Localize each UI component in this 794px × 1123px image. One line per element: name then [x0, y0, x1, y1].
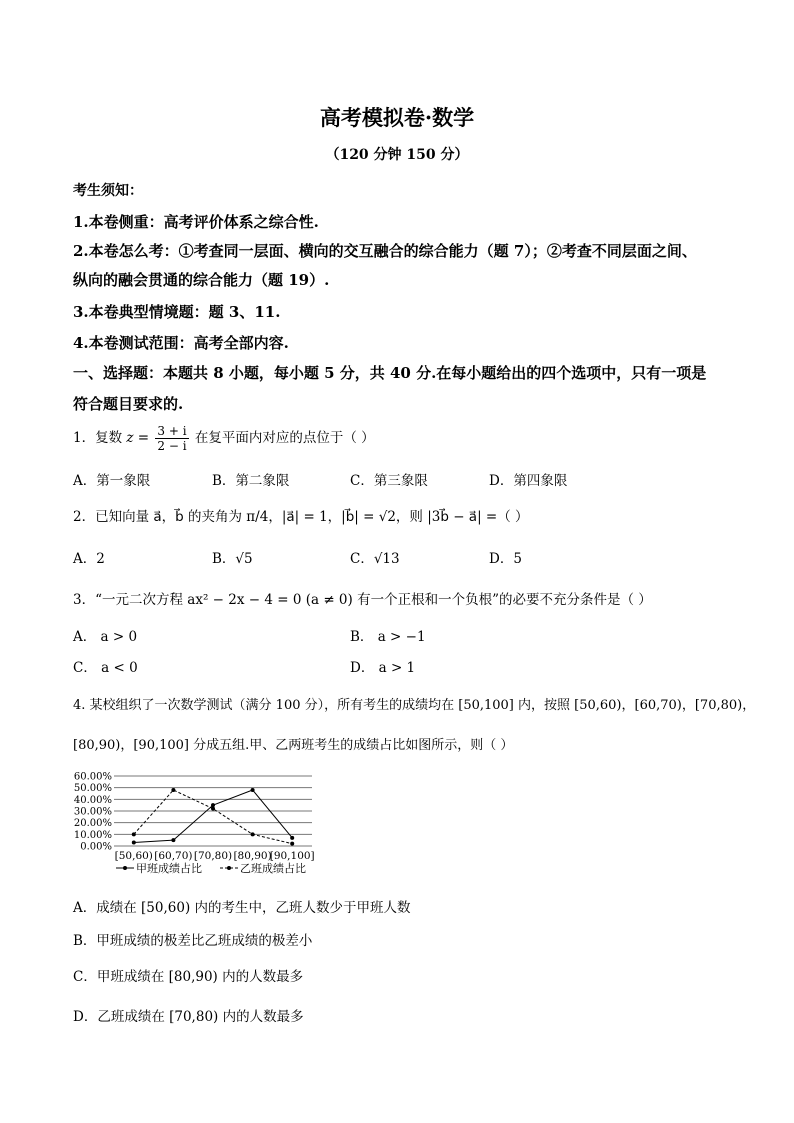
page-title: 高考模拟卷·数学	[319, 105, 475, 130]
q3-option-b: B． a > −1	[350, 629, 426, 645]
series-jia-point	[171, 838, 175, 842]
note-item-2b: 纵向的融会贯通的综合能力（题 19）.	[73, 271, 330, 289]
x-tick-label: [80,90)	[233, 850, 272, 862]
q3-option-a: A． a > 0	[73, 629, 138, 645]
q2-option-d: D．5	[489, 551, 522, 567]
q3-option-d: D． a > 1	[350, 660, 416, 676]
q1-option-c: C．第三象限	[350, 473, 428, 489]
legend-yi-marker	[227, 866, 231, 870]
q1-denominator: 2 − i	[157, 439, 187, 453]
series-yi-point	[171, 788, 175, 792]
q3-option-c: C． a < 0	[73, 660, 138, 676]
q2-option-c: C．√13	[350, 551, 400, 567]
question-4-line-2: [80,90)，[90,100] 分成五组.甲、乙两班考生的成绩占比如图所示，则（ ）	[73, 738, 514, 753]
q1-fraction	[155, 424, 188, 453]
question-4-line-1: 4. 某校组织了一次数学测试（满分 100 分），所有考生的成绩均在 [50,100] 内，按照 [50,60)，[60,70)，[70,80)，	[73, 698, 756, 713]
question-2: 2．已知向量 a⃗，b⃗ 的夹角为 π/4，|a⃗| = 1，|b⃗| = √2，则 |3b⃗ − a⃗| =（ ）	[73, 509, 529, 525]
legend-jia-marker	[123, 866, 127, 870]
series-yi-point	[251, 832, 255, 836]
note-item-4: 4.本卷测试范围：高考全部内容.	[73, 334, 289, 352]
series-jia-point	[251, 788, 255, 792]
y-tick-label: 60.00%	[73, 771, 112, 783]
q1-option-d: D．第四象限	[489, 473, 568, 489]
series-yi-line	[134, 790, 292, 844]
q2-option-a: A．2	[73, 551, 105, 567]
page-subtitle: （120 分钟 150 分）	[325, 147, 469, 163]
q1-option-b: B．第二象限	[212, 473, 290, 489]
legend-jia-label: 甲班成绩占比	[136, 862, 202, 875]
series-jia-point	[290, 836, 294, 840]
q1-numerator: 3 + i	[157, 424, 187, 438]
legend-yi-label: 乙班成绩占比	[240, 862, 306, 875]
score-ratio-chart	[70, 768, 350, 880]
note-item-2a: 2.本卷怎么考：①考查同一层面、横向的交互融合的综合能力（题 7）；②考查不同层面之间、	[73, 242, 697, 260]
series-yi-point	[132, 832, 136, 836]
series-yi-point	[211, 807, 215, 811]
q2-option-b: B．√5	[212, 551, 253, 567]
q4-option-b: B．甲班成绩的极差比乙班成绩的极差小	[73, 933, 313, 949]
y-tick-label: 30.00%	[73, 806, 112, 818]
series-jia-point	[132, 841, 136, 845]
note-item-1: 1.本卷侧重：高考评价体系之综合性.	[73, 213, 319, 231]
x-tick-label: [50,60)	[114, 850, 153, 862]
notes-heading: 考生须知：	[73, 183, 143, 199]
q1-suffix: 在复平面内对应的点位于（ ）	[194, 430, 375, 446]
y-tick-label: 50.00%	[73, 783, 112, 795]
q4-option-c: C．甲班成绩在 [80,90) 内的人数最多	[73, 969, 304, 985]
q1-option-a: A．第一象限	[73, 473, 151, 489]
series-yi-point	[290, 842, 294, 846]
y-tick-label: 40.00%	[73, 794, 112, 806]
x-tick-label: [90,100]	[269, 850, 315, 862]
y-tick-label: 10.00%	[73, 829, 112, 841]
x-tick-label: [70,80)	[193, 850, 233, 862]
section-1-line-2: 符合题目要求的.	[73, 395, 184, 413]
q4-option-d: D．乙班成绩在 [70,80) 内的人数最多	[73, 1009, 304, 1025]
note-item-3: 3.本卷典型情境题：题 3、11.	[73, 303, 281, 321]
q1-z: z =	[126, 430, 150, 446]
section-1-line-1: 一、选择题：本题共 8 小题，每小题 5 分，共 40 分.在每小题给出的四个选项中，只有一项是	[73, 364, 707, 382]
q4-option-a: A．成绩在 [50,60) 内的考生中，乙班人数少于甲班人数	[73, 900, 411, 916]
y-tick-label: 0.00%	[80, 841, 112, 853]
series-jia-point	[211, 803, 215, 807]
question-3: 3．“一元二次方程 ax² − 2x − 4 = 0 (a ≠ 0) 有一个正根和一个负根”的必要不充分条件是（ ）	[73, 592, 652, 608]
q1-prefix: 1．复数	[73, 430, 123, 446]
x-tick-label: [60,70)	[154, 850, 193, 862]
question-1	[73, 424, 375, 453]
y-tick-label: 20.00%	[73, 818, 112, 830]
